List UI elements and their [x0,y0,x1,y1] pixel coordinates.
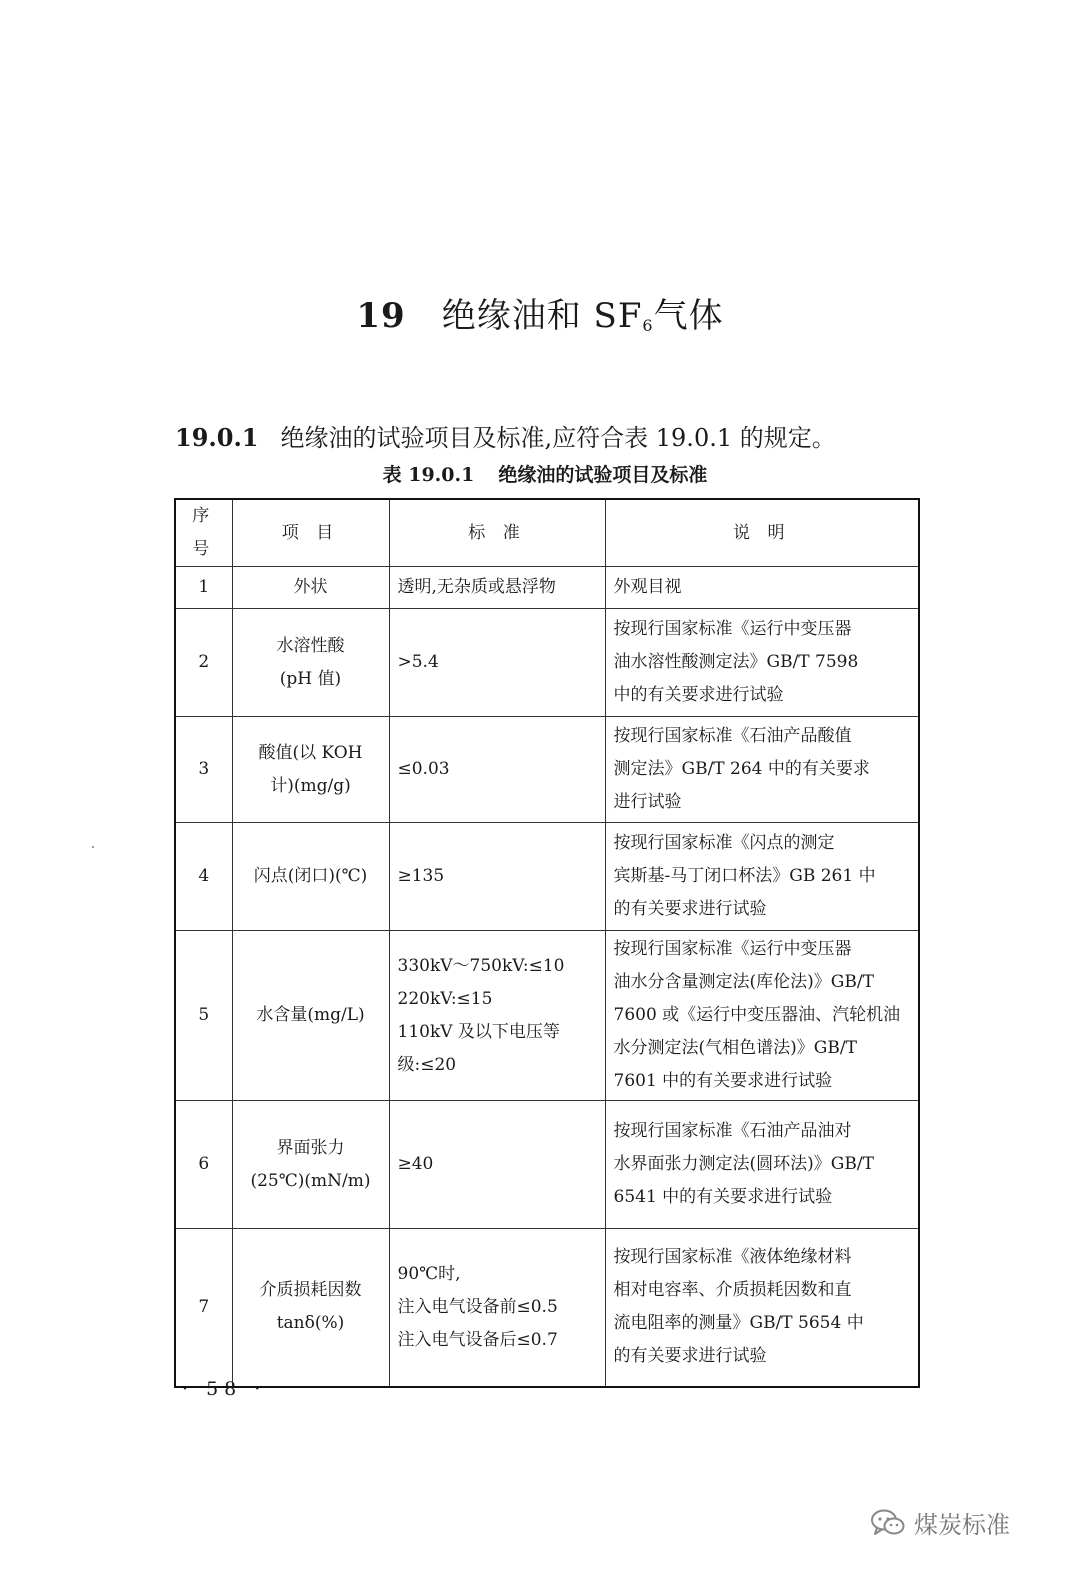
table-header-row [175,499,919,567]
row-item: 水溶性酸 (pH 值) [232,609,389,717]
row-standard: 透明,无杂质或悬浮物 [389,567,605,609]
row-index: 6 [175,1101,232,1229]
row-index: 7 [175,1229,232,1387]
row-standard: >5.4 [389,609,605,717]
row-standard: 90℃时, 注入电气设备前≤0.5 注入电气设备后≤0.7 [389,1229,605,1387]
chapter-number: 19 [356,296,406,336]
row-item: 外状 [232,567,389,609]
header-item: 项 目 [232,499,389,567]
table-row [175,1101,919,1229]
chapter-title-subscript: 6 [642,316,654,335]
chapter-title [0,288,1080,337]
header-standard: 标 准 [389,499,605,567]
table-row [175,823,919,931]
row-item: 闪点(闭口)(℃) [232,823,389,931]
row-note: 按现行国家标准《运行中变压器 油水溶性酸测定法》GB/T 7598 中的有关要求进行试验 [605,609,919,717]
row-item: 介质损耗因数 tanδ(%) [232,1229,389,1387]
page-number: · 58 · [182,1378,267,1400]
table-caption [0,460,1080,487]
row-note: 按现行国家标准《运行中变压器 油水分含量测定法(库伦法)》GB/T 7600 或《运行中变压器油、汽轮机油 水分测定法(气相色谱法)》GB/T 7601 中的有关要求进行试验 [605,931,919,1101]
row-item: 酸值(以 KOH 计)(mg/g) [232,717,389,823]
chapter-title-end: 气体 [653,296,724,336]
row-index: 4 [175,823,232,931]
row-index: 1 [175,567,232,609]
table-row [175,1229,919,1387]
row-index: 2 [175,609,232,717]
row-standard: ≥40 [389,1101,605,1229]
oil-test-table [174,498,920,1388]
table-row [175,717,919,823]
row-standard: ≥135 [389,823,605,931]
header-index: 序号 [175,499,232,567]
table-caption-number: 表 19.0.1 [382,464,475,486]
row-note: 按现行国家标准《闪点的测定 宾斯基-马丁闭口杯法》GB 261 中 的有关要求进行试验 [605,823,919,931]
row-note: 按现行国家标准《石油产品油对 水界面张力测定法(圆环法)》GB/T 6541 中的有关要求进行试验 [605,1101,919,1229]
header-note: 说 明 [605,499,919,567]
row-item: 水含量(mg/L) [232,931,389,1101]
table-caption-title: 绝缘油的试验项目及标准 [498,464,708,486]
wechat-icon [870,1508,906,1538]
scan-speck [92,846,94,848]
clause-number: 19.0.1 [175,423,259,452]
row-index: 5 [175,931,232,1101]
chapter-title-main: 绝缘油和 SF [441,296,643,336]
row-index: 3 [175,717,232,823]
watermark-text: 煤炭标准 [914,1511,1010,1539]
row-note: 按现行国家标准《石油产品酸值 测定法》GB/T 264 中的有关要求 进行试验 [605,717,919,823]
row-note: 外观目视 [605,567,919,609]
watermark [870,1505,1010,1540]
clause-19-0-1 [175,418,836,453]
row-standard: 330kV～750kV:≤10 220kV:≤15 110kV 及以下电压等 级:≤20 [389,931,605,1101]
table-row [175,931,919,1101]
row-item: 界面张力 (25℃)(mN/m) [232,1101,389,1229]
clause-text: 绝缘油的试验项目及标准,应符合表 19.0.1 的规定。 [280,424,836,452]
row-standard: ≤0.03 [389,717,605,823]
table-row [175,609,919,717]
row-note: 按现行国家标准《液体绝缘材料 相对电容率、介质损耗因数和直 流电阻率的测量》GB/T 5654 中 的有关要求进行试验 [605,1229,919,1387]
table-row [175,567,919,609]
